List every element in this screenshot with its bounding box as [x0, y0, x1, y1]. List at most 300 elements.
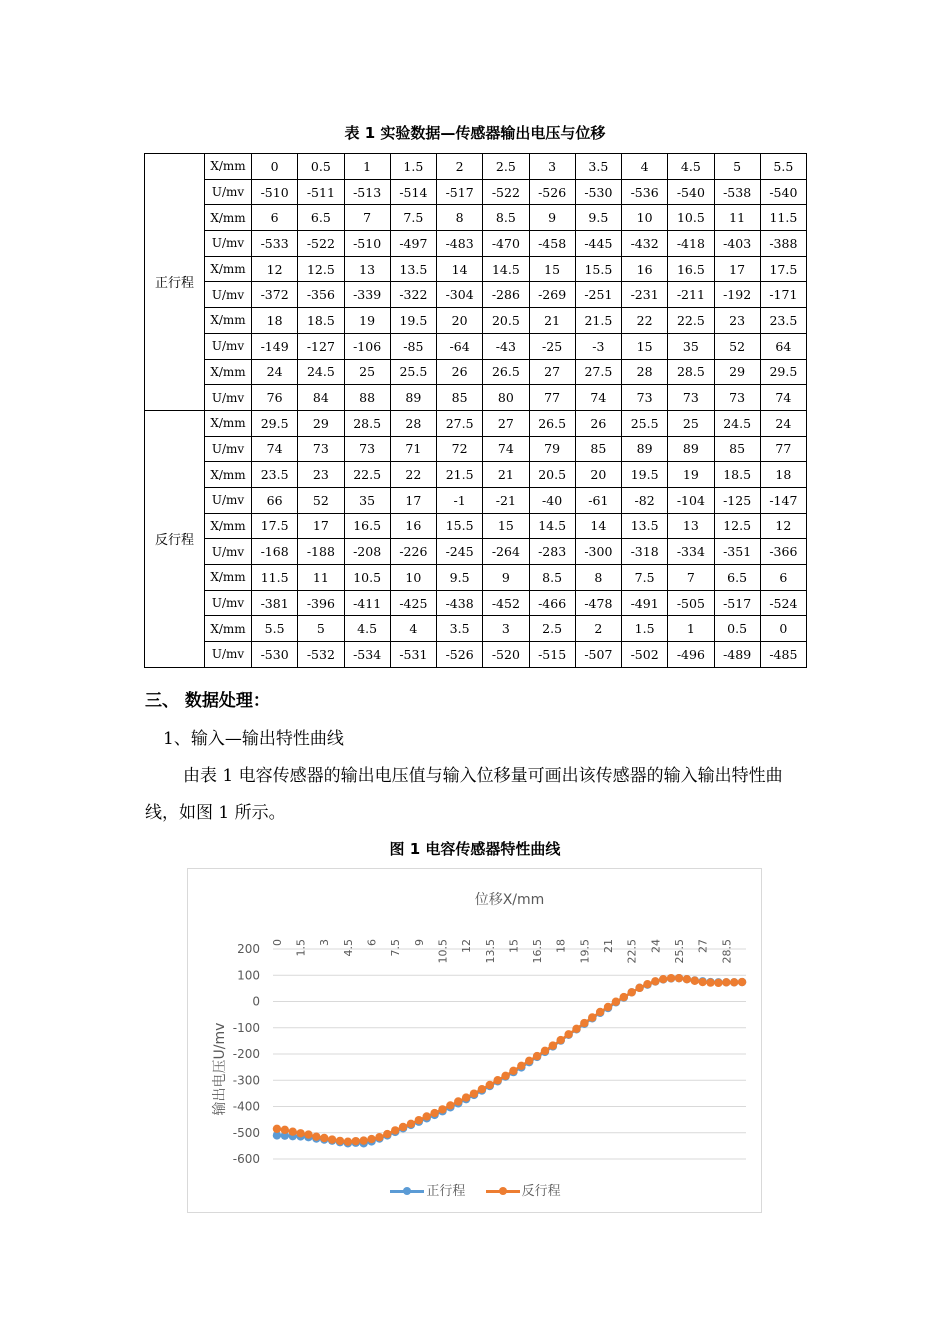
- data-point: [454, 1097, 462, 1105]
- x-tick-label: 16.5: [531, 939, 545, 964]
- table-cell: 15.5: [437, 513, 483, 539]
- table-cell: 20: [575, 462, 621, 488]
- row-label: X/mm: [205, 256, 252, 282]
- section-heading: 三、 数据处理：: [145, 691, 270, 711]
- legend-label-forward: 正行程: [426, 1184, 466, 1199]
- table-cell: 22: [622, 308, 668, 334]
- characteristic-curve-chart: [188, 869, 763, 1214]
- legend-item-reverse: [486, 1180, 561, 1199]
- table-cell: -381: [252, 590, 298, 616]
- table-cell: -497: [390, 231, 436, 257]
- table-cell: 35: [668, 333, 714, 359]
- row-label: U/mv: [205, 333, 252, 359]
- table-cell: 15: [483, 513, 529, 539]
- data-point: [643, 980, 651, 988]
- table-cell: -478: [575, 590, 621, 616]
- table-cell: -147: [760, 487, 806, 513]
- table-cell: -540: [760, 179, 806, 205]
- table-cell: 29.5: [760, 359, 806, 385]
- table-cell: 19: [668, 462, 714, 488]
- table-cell: 66: [252, 487, 298, 513]
- data-point: [359, 1136, 367, 1144]
- x-tick-label: 28.5: [720, 939, 734, 964]
- table-cell: -388: [760, 231, 806, 257]
- table-cell: 25.5: [622, 410, 668, 436]
- x-tick-label: 12: [460, 939, 474, 953]
- table-cell: -458: [529, 231, 575, 257]
- table-row: [145, 565, 807, 591]
- table-cell: -534: [344, 642, 390, 668]
- table-cell: 12: [760, 513, 806, 539]
- group-label: 正行程: [145, 154, 205, 411]
- table-cell: -168: [252, 539, 298, 565]
- table-cell: -526: [437, 642, 483, 668]
- x-tick-label: 21: [602, 939, 616, 953]
- data-point: [336, 1137, 344, 1145]
- table-cell: 0: [252, 154, 298, 180]
- table-row: [145, 616, 807, 642]
- table-cell: 12: [252, 256, 298, 282]
- table-row: [145, 333, 807, 359]
- table-cell: 3: [483, 616, 529, 642]
- data-point: [683, 975, 691, 983]
- data-point: [533, 1052, 541, 1060]
- table-cell: 11.5: [760, 205, 806, 231]
- table-cell: 9: [529, 205, 575, 231]
- y-tick-label: -500: [232, 1125, 260, 1140]
- table-cell: -530: [575, 179, 621, 205]
- table-cell: 24.5: [714, 410, 760, 436]
- table-row: [145, 436, 807, 462]
- y-tick-label: 0: [252, 994, 260, 1009]
- table-cell: 11: [298, 565, 344, 591]
- table-cell: -226: [390, 539, 436, 565]
- y-axis-title: 输出电压U/mv: [212, 1022, 228, 1116]
- table-cell: -1: [437, 487, 483, 513]
- row-label: U/mv: [205, 179, 252, 205]
- table-cell: -21: [483, 487, 529, 513]
- x-tick-label: 4.5: [341, 939, 355, 957]
- body-paragraph: 由表 1 电容传感器的输出电压值与输入位移量可画出该传感器的输入输出特性曲线，如图 1 所示。: [145, 766, 783, 823]
- table-cell: -483: [437, 231, 483, 257]
- data-point: [549, 1041, 557, 1049]
- y-tick-label: -600: [232, 1152, 260, 1166]
- table-cell: 28.5: [668, 359, 714, 385]
- table-cell: -524: [760, 590, 806, 616]
- table-cell: -286: [483, 282, 529, 308]
- data-point: [572, 1025, 580, 1033]
- data-point: [525, 1057, 533, 1065]
- table-cell: 89: [390, 385, 436, 411]
- y-tick-label: -100: [232, 1020, 260, 1035]
- data-point: [580, 1019, 588, 1027]
- x-tick-label: 9: [412, 939, 426, 946]
- row-label: X/mm: [205, 308, 252, 334]
- table-cell: 9: [483, 565, 529, 591]
- table-cell: 22: [390, 462, 436, 488]
- table-cell: 15: [529, 256, 575, 282]
- table-cell: 18.5: [714, 462, 760, 488]
- table-cell: 23: [714, 308, 760, 334]
- table-cell: 26: [437, 359, 483, 385]
- data-point: [328, 1135, 336, 1143]
- data-point: [470, 1089, 478, 1097]
- table-cell: 13: [668, 513, 714, 539]
- table-cell: 1: [344, 154, 390, 180]
- table-cell: 28: [390, 410, 436, 436]
- table-caption: 表 1 实验数据—传感器输出电压与位移: [344, 124, 606, 142]
- table-cell: -533: [252, 231, 298, 257]
- table-cell: 73: [622, 385, 668, 411]
- table-row: [145, 642, 807, 668]
- data-point: [691, 977, 699, 985]
- table-cell: 20: [437, 308, 483, 334]
- table-cell: 2: [575, 616, 621, 642]
- table-cell: 26.5: [483, 359, 529, 385]
- table-row: [145, 282, 807, 308]
- table-cell: 0.5: [714, 616, 760, 642]
- table-cell: -510: [252, 179, 298, 205]
- table-cell: 26.5: [529, 410, 575, 436]
- table-cell: 35: [344, 487, 390, 513]
- table-cell: -489: [714, 642, 760, 668]
- x-tick-label: 13.5: [483, 939, 497, 964]
- data-point: [698, 978, 706, 986]
- data-point: [517, 1062, 525, 1070]
- table-cell: 8.5: [529, 565, 575, 591]
- table-cell: -517: [437, 179, 483, 205]
- x-tick-label: 1.5: [294, 939, 308, 957]
- data-point: [509, 1067, 517, 1075]
- table-cell: 16.5: [668, 256, 714, 282]
- table-cell: 19: [344, 308, 390, 334]
- table-cell: 88: [344, 385, 390, 411]
- table-cell: 89: [622, 436, 668, 462]
- table-cell: 22.5: [668, 308, 714, 334]
- data-point: [659, 975, 667, 983]
- table-cell: 76: [252, 385, 298, 411]
- table-cell: 21.5: [437, 462, 483, 488]
- table-cell: 9.5: [575, 205, 621, 231]
- table-cell: 19.5: [622, 462, 668, 488]
- row-label: U/mv: [205, 282, 252, 308]
- table-cell: 9.5: [437, 565, 483, 591]
- table-cell: 14: [437, 256, 483, 282]
- y-tick-label: -200: [232, 1047, 260, 1061]
- table-cell: 16: [390, 513, 436, 539]
- table-cell: -125: [714, 487, 760, 513]
- data-point: [738, 978, 746, 986]
- x-tick-label: 0: [270, 939, 284, 946]
- table-cell: 5: [298, 616, 344, 642]
- table-cell: 71: [390, 436, 436, 462]
- table-cell: -351: [714, 539, 760, 565]
- table-cell: -491: [622, 590, 668, 616]
- table-cell: -538: [714, 179, 760, 205]
- x-tick-label: 10.5: [436, 939, 450, 964]
- row-label: X/mm: [205, 205, 252, 231]
- x-tick-label: 24: [649, 939, 663, 953]
- table-cell: -40: [529, 487, 575, 513]
- table-cell: 17.5: [760, 256, 806, 282]
- table-cell: -171: [760, 282, 806, 308]
- x-tick-label: 7.5: [389, 939, 403, 957]
- table-cell: 73: [714, 385, 760, 411]
- table-cell: -106: [344, 333, 390, 359]
- table-cell: 16.5: [344, 513, 390, 539]
- table-cell: 5.5: [760, 154, 806, 180]
- table-cell: 3: [529, 154, 575, 180]
- table-cell: -304: [437, 282, 483, 308]
- table-cell: -188: [298, 539, 344, 565]
- table-cell: 15.5: [575, 256, 621, 282]
- data-point: [651, 977, 659, 985]
- table-cell: 27: [529, 359, 575, 385]
- series-line-reverse: [277, 978, 742, 1142]
- table-cell: 6: [760, 565, 806, 591]
- table-cell: -127: [298, 333, 344, 359]
- table-cell: -3: [575, 333, 621, 359]
- data-point: [612, 998, 620, 1006]
- table-cell: 17: [714, 256, 760, 282]
- data-point: [478, 1085, 486, 1093]
- table-cell: -466: [529, 590, 575, 616]
- table-cell: 74: [483, 436, 529, 462]
- table-cell: -515: [529, 642, 575, 668]
- row-label: U/mv: [205, 590, 252, 616]
- table-cell: -318: [622, 539, 668, 565]
- table-cell: 19.5: [390, 308, 436, 334]
- data-point: [289, 1128, 297, 1136]
- table-cell: -211: [668, 282, 714, 308]
- table-cell: 26: [575, 410, 621, 436]
- table-cell: -540: [668, 179, 714, 205]
- table-cell: -356: [298, 282, 344, 308]
- table-cell: 14.5: [529, 513, 575, 539]
- table-cell: -403: [714, 231, 760, 257]
- data-point: [438, 1105, 446, 1113]
- table-cell: 11.5: [252, 565, 298, 591]
- data-point: [620, 993, 628, 1001]
- table-cell: 23: [298, 462, 344, 488]
- data-point: [304, 1130, 312, 1138]
- data-point: [730, 978, 738, 986]
- table-cell: -522: [483, 179, 529, 205]
- table-cell: 18: [760, 462, 806, 488]
- table-row: [145, 179, 807, 205]
- table-cell: -514: [390, 179, 436, 205]
- table-cell: 2.5: [483, 154, 529, 180]
- table-cell: 23.5: [252, 462, 298, 488]
- table-cell: 29: [298, 410, 344, 436]
- row-label: X/mm: [205, 462, 252, 488]
- table-cell: 21.5: [575, 308, 621, 334]
- legend-swatch-reverse: [486, 1190, 520, 1193]
- table-cell: 52: [714, 333, 760, 359]
- table-cell: -85: [390, 333, 436, 359]
- data-point: [367, 1135, 375, 1143]
- table-cell: 23.5: [760, 308, 806, 334]
- table-cell: -300: [575, 539, 621, 565]
- data-point: [407, 1120, 415, 1128]
- y-tick-label: -400: [232, 1099, 260, 1114]
- table-cell: 74: [575, 385, 621, 411]
- table-row: [145, 308, 807, 334]
- row-label: X/mm: [205, 565, 252, 591]
- x-tick-label: 18: [554, 939, 568, 953]
- table-cell: -532: [298, 642, 344, 668]
- table-cell: 25.5: [390, 359, 436, 385]
- table-cell: -470: [483, 231, 529, 257]
- data-point: [493, 1076, 501, 1084]
- table-cell: -192: [714, 282, 760, 308]
- data-point: [344, 1137, 352, 1145]
- data-point: [430, 1109, 438, 1117]
- row-label: U/mv: [205, 385, 252, 411]
- table-row: [145, 256, 807, 282]
- data-point: [714, 979, 722, 987]
- x-tick-label: 15: [507, 939, 521, 953]
- table-cell: -283: [529, 539, 575, 565]
- table-cell: 6: [252, 205, 298, 231]
- table-cell: 77: [760, 436, 806, 462]
- table-cell: 27.5: [575, 359, 621, 385]
- table-cell: -245: [437, 539, 483, 565]
- table-cell: 15: [622, 333, 668, 359]
- x-tick-label: 25.5: [672, 939, 686, 964]
- data-point: [375, 1133, 383, 1141]
- table-cell: 22.5: [344, 462, 390, 488]
- table-cell: -445: [575, 231, 621, 257]
- data-point: [320, 1134, 328, 1142]
- table-cell: 6.5: [714, 565, 760, 591]
- table-cell: 11: [714, 205, 760, 231]
- table-cell: -264: [483, 539, 529, 565]
- table-cell: -251: [575, 282, 621, 308]
- table-row: [145, 385, 807, 411]
- table-cell: 3.5: [575, 154, 621, 180]
- table-cell: -372: [252, 282, 298, 308]
- table-cell: 20.5: [529, 462, 575, 488]
- data-point: [273, 1125, 281, 1133]
- table-cell: 4: [390, 616, 436, 642]
- table-cell: -208: [344, 539, 390, 565]
- table-cell: -496: [668, 642, 714, 668]
- table-cell: 5: [714, 154, 760, 180]
- data-point: [446, 1101, 454, 1109]
- table-cell: 17.5: [252, 513, 298, 539]
- figure-caption: 图 1 电容传感器特性曲线: [389, 840, 561, 858]
- table-cell: -425: [390, 590, 436, 616]
- table-row: [145, 231, 807, 257]
- data-point: [312, 1132, 320, 1140]
- table-cell: -507: [575, 642, 621, 668]
- data-point: [383, 1130, 391, 1138]
- table-cell: -269: [529, 282, 575, 308]
- data-point: [604, 1003, 612, 1011]
- table-cell: -522: [298, 231, 344, 257]
- table-cell: -517: [714, 590, 760, 616]
- table-row: [145, 590, 807, 616]
- table-cell: -485: [760, 642, 806, 668]
- table-row: [145, 487, 807, 513]
- subheading: 1、输入—输出特性曲线: [163, 729, 344, 749]
- group-label: 反行程: [145, 410, 205, 667]
- data-point: [399, 1123, 407, 1131]
- table-cell: -64: [437, 333, 483, 359]
- x-tick-label: 27: [696, 939, 710, 953]
- table-cell: 21: [529, 308, 575, 334]
- row-label: X/mm: [205, 359, 252, 385]
- table-cell: 84: [298, 385, 344, 411]
- table-row: [145, 539, 807, 565]
- table-cell: -511: [298, 179, 344, 205]
- table-cell: 4.5: [668, 154, 714, 180]
- chart-legend: [188, 1180, 763, 1199]
- table-row: [145, 410, 807, 436]
- table-cell: 4: [622, 154, 668, 180]
- table-cell: 0.5: [298, 154, 344, 180]
- table-cell: 10.5: [668, 205, 714, 231]
- row-label: U/mv: [205, 539, 252, 565]
- table-cell: -322: [390, 282, 436, 308]
- legend-label-reverse: 反行程: [521, 1184, 561, 1199]
- table-cell: 16: [622, 256, 668, 282]
- table-cell: 2.5: [529, 616, 575, 642]
- table-cell: 17: [298, 513, 344, 539]
- table-cell: 4.5: [344, 616, 390, 642]
- table-cell: -510: [344, 231, 390, 257]
- row-label: X/mm: [205, 154, 252, 180]
- row-label: U/mv: [205, 487, 252, 513]
- table-cell: -505: [668, 590, 714, 616]
- row-label: X/mm: [205, 513, 252, 539]
- table-cell: -418: [668, 231, 714, 257]
- chart-frame: [187, 868, 762, 1213]
- data-point: [541, 1047, 549, 1055]
- table-cell: 24: [760, 410, 806, 436]
- table-cell: 28: [622, 359, 668, 385]
- x-tick-label: 6: [365, 939, 379, 946]
- table-cell: -366: [760, 539, 806, 565]
- table-cell: -149: [252, 333, 298, 359]
- table-cell: 2: [437, 154, 483, 180]
- table-cell: 64: [760, 333, 806, 359]
- data-point: [462, 1093, 470, 1101]
- data-point: [706, 978, 714, 986]
- table-cell: 24: [252, 359, 298, 385]
- table-cell: 14.5: [483, 256, 529, 282]
- table-cell: -396: [298, 590, 344, 616]
- table-cell: 10: [390, 565, 436, 591]
- table-cell: 25: [344, 359, 390, 385]
- table-cell: -502: [622, 642, 668, 668]
- table-cell: 72: [437, 436, 483, 462]
- table-cell: 7: [344, 205, 390, 231]
- row-label: X/mm: [205, 616, 252, 642]
- data-point: [423, 1112, 431, 1120]
- table-cell: -339: [344, 282, 390, 308]
- table-cell: 85: [437, 385, 483, 411]
- row-label: U/mv: [205, 642, 252, 668]
- data-point: [501, 1072, 509, 1080]
- table-cell: -104: [668, 487, 714, 513]
- table-cell: 18.5: [298, 308, 344, 334]
- data-point: [596, 1008, 604, 1016]
- table-cell: 7.5: [622, 565, 668, 591]
- table-cell: 3.5: [437, 616, 483, 642]
- table-cell: 74: [252, 436, 298, 462]
